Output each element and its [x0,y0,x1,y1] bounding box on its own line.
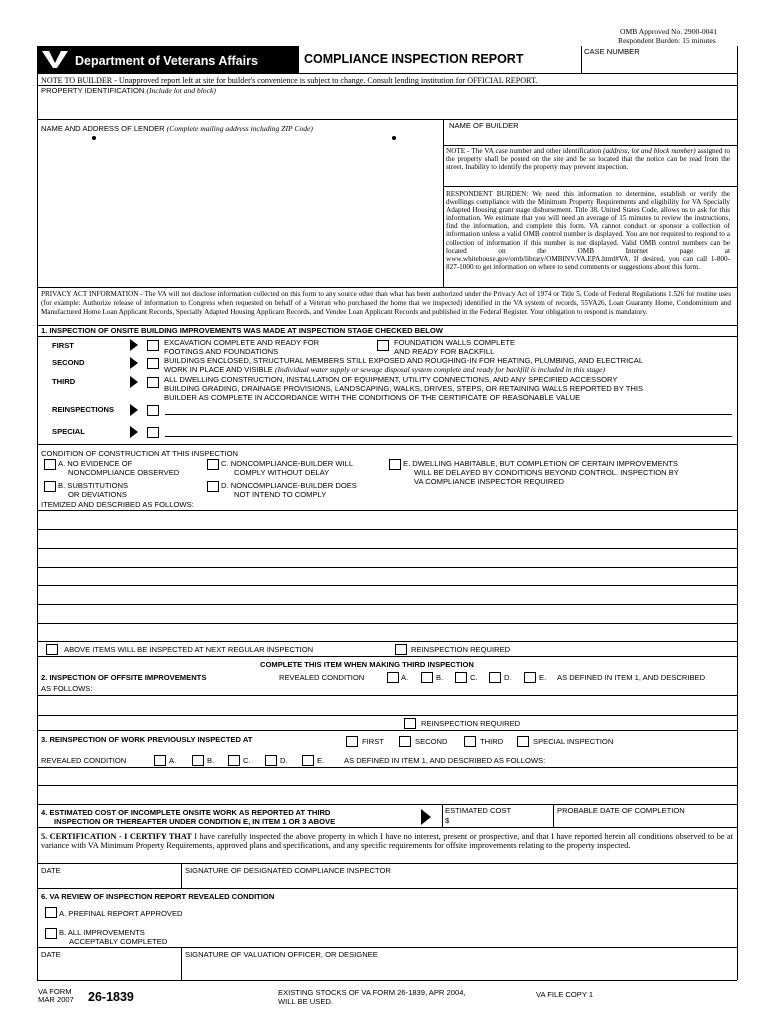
reinspect-revealed-label: REVEALED CONDITION [41,756,127,765]
form-number: 26-1839 [88,990,134,1004]
second-stage-checkbox[interactable] [147,358,159,369]
condition-c-label: C. NONCOMPLIANCE-BUILDER WILL COMPLY WITHOUT DELAY [221,459,354,477]
reinspect-as-defined-label: AS DEFINED IN ITEM 1, AND DESCRIBED AS FOLLOWS: [344,756,546,765]
property-id-field[interactable] [38,96,736,118]
property-id-label: PROPERTY IDENTIFICATION (Include lot and block) [41,86,216,95]
offsite-description-field[interactable] [38,696,736,714]
reinspect-second-label: SECOND [415,737,448,746]
stage-second-label: SECOND [52,358,85,367]
reinspections-label: REINSPECTIONS [52,405,115,414]
reinspect-b-label: B. [207,756,215,765]
reinspect-e-label: E. [317,756,325,765]
certification-date-field[interactable] [38,876,180,887]
arrow-right-icon [130,339,138,351]
arrow-right-icon [130,404,138,416]
stage-first-label: FIRST [52,341,74,350]
probable-date-field[interactable] [554,815,736,826]
probable-date-label: PROBABLE DATE OF COMPLETION [557,806,685,815]
privacy-act-text: PRIVACY ACT INFORMATION - The VA will not disclose information collected on this form to any source other than what has been authorized under the Privacy Act of 1974 or Title 5, Code of Federal Regulations 1.526 for routine uses (for example: Authorize release of information to Congress when requested on behalf of a Veteran who purchased the home that we inspected) identified in the VA system of records, 55VA26, Loan Guaranty Home, Condominium and Manufactured Home Loan Applicant Records, Specially Adapted Housing Applicant Records, and Vendee Loan Applicant Records and published in the Federal Register. Your obligation to respond is mandatory. [41,290,731,316]
condition-b-label: B. SUBSTITUTIONS OR DEVIATIONS [58,481,129,499]
excavation-label: EXCAVATION COMPLETE AND READY FOR FOOTINGS AND FOUNDATIONS [164,338,320,356]
third-stage-checkbox[interactable] [147,377,159,388]
agency-name: Department of Veterans Affairs [75,54,258,68]
above-items-checkbox[interactable] [46,644,58,655]
condition-d-label: D. NONCOMPLIANCE-BUILDER DOES NOT INTEND TO COMPLY [221,481,357,499]
condition-c-checkbox[interactable] [207,459,219,470]
reinspect-third-checkbox[interactable] [464,736,476,747]
review-date-field[interactable] [38,960,180,979]
case-number-label: CASE NUMBER [584,47,640,56]
valuation-officer-signature-field[interactable] [182,960,736,979]
inspector-signature-label: SIGNATURE OF DESIGNATED COMPLIANCE INSPECTOR [185,866,391,875]
stage-third-label: THIRD [52,377,76,386]
omb-number: OMB Approved No. 2900-0041 [620,27,718,36]
offsite-as-defined-label: AS DEFINED IN ITEM 1, AND DESCRIBED [557,673,706,682]
form-date: MAR 2007 [38,995,74,1004]
review-date-label: DATE [41,950,61,959]
revealed-condition-label: REVEALED CONDITION [279,673,365,682]
section-3-title: 3. REINSPECTION OF WORK PREVIOUSLY INSPECTED AT [41,735,253,744]
agency-banner [37,46,299,73]
reinspection-required-checkbox[interactable] [395,644,407,655]
arrow-right-icon [130,357,138,369]
arrow-right-icon [421,809,431,825]
reinspection-required-label: REINSPECTION REQUIRED [411,645,511,654]
certification-date-label: DATE [41,866,61,875]
reinspect-a-checkbox[interactable] [154,755,166,766]
respondent-burden-time: Respondent Burden: 15 minutes [618,36,716,45]
respondent-burden-text: RESPONDENT BURDEN: We need this information to determine, establish or verify the dwellings compliance with the Minimum Property Requirements and eligibility for VA Specially Adapted Housing grant stage disbursement. Title 38, United States Code, allows us to ask for this information. We estimate that you will need an average of 15 minutes to review the instructions, find the information, and complete this form. VA cannot conduct or sponsor a collection of information unless a valid OMB control number is displayed. You are not required to respond to a collection of information if this number is not displayed. Valid OMB control numbers can be located on the OMB Internet page at www.whitehouse.gov/omb/library/OMBINV.VA.EPA.html#VA. If desired, you can call 1-800-827-1000 to get information on where to send comments or suggestions about this form. [446,190,730,271]
arrow-right-icon [130,376,138,388]
existing-stocks-note: EXISTING STOCKS OF VA FORM 26-1839, APR 2004, WILL BE USED. [278,988,466,1006]
reinspect-special-label: SPECIAL INSPECTION [533,737,614,746]
reinspect-c-checkbox[interactable] [228,755,240,766]
first-excavation-checkbox[interactable] [147,340,159,351]
case-number-field[interactable] [582,57,737,73]
certification-text: 5. CERTIFICATION - I CERTIFY THAT I have carefully inspected the above property in which I have no interest, present or prospective, and that I have reported herein all conditions observed to be at variance with VA Minimum Property Requirements, approved plans and specifications, and any specific requirements for offsite improvements relating to the property inspected. [41,832,733,851]
condition-a-checkbox[interactable] [44,459,56,470]
offsite-as-follows-label: AS FOLLOWS: [41,684,93,693]
condition-a-label: A. NO EVIDENCE OF NONCOMPLIANCE OBSERVED [58,459,180,477]
arrow-right-icon [130,426,138,438]
above-items-label: ABOVE ITEMS WILL BE INSPECTED AT NEXT REGULAR INSPECTION [64,645,314,654]
reinspect-c-label: C. [243,756,251,765]
note-to-builder: NOTE TO BUILDER - Unapproved report left at site for builder's convenience is subject to change. Consult lending institution for OFFICIAL REPORT. [41,76,538,85]
estimated-cost-label: ESTIMATED COST [445,806,512,815]
section-4-title: 4. ESTIMATED COST OF INCOMPLETE ONSITE WORK AS REPORTED AT THIRD INSPECTION OR THEREAFTER UNDER CONDITION E, IN ITEM 1 OR 3 ABOVE [41,808,336,826]
offsite-a-label: A. [401,673,409,682]
reinspect-b-checkbox[interactable] [192,755,204,766]
builder-name-field[interactable] [444,131,736,145]
reinspect-e-checkbox[interactable] [302,755,314,766]
lender-label: NAME AND ADDRESS OF LENDER (Complete mailing address including ZIP Code) [41,124,313,133]
condition-d-checkbox[interactable] [207,481,219,492]
estimated-cost-field[interactable] [452,815,552,826]
lender-address-field[interactable] [38,134,442,286]
reinspect-d-checkbox[interactable] [265,755,277,766]
offsite-c-label: C. [470,673,478,682]
inspector-signature-field[interactable] [182,876,736,887]
condition-heading: CONDITION OF CONSTRUCTION AT THIS INSPECTION [41,449,239,458]
itemized-label: ITEMIZED AND DESCRIBED AS FOLLOWS: [41,500,194,509]
case-number-note: NOTE - The VA case number and other identification (address, lot and block number) assigned to the property shall be posted on the site and be so located that the notice can be read from the street. Inability to identify the property may prevent inspection. [446,147,730,172]
condition-e-label: E. DWELLING HABITABLE, BUT COMPLETION OF CERTAIN IMPROVEMENTS WILL BE DELAYED BY CONDITIONS BEYOND CONTROL. INSPECTION BY VA COMPLIANCE INSPECTOR REQUIRED [403,459,679,486]
reinspect-first-label: FIRST [362,737,384,746]
offsite-e-checkbox[interactable] [524,672,536,683]
all-improvements-label: B. ALL IMPROVEMENTS ACCEPTABLY COMPLETED [59,928,168,946]
condition-e-checkbox[interactable] [389,459,401,470]
prefinal-approved-checkbox[interactable] [45,907,57,918]
reinspect-d-label: D. [280,756,288,765]
offsite-c-checkbox[interactable] [455,672,467,683]
all-improvements-checkbox[interactable] [45,928,57,939]
section-2-title: 2. INSPECTION OF OFFSITE IMPROVEMENTS [41,673,207,682]
third-stage-description: ALL DWELLING CONSTRUCTION, INSTALLATION OF EQUIPMENT, UTILITY CONNECTIONS, AND ANY SPECIFIED ACCESSORY BUILDING GRADING, DRAINAGE PROVISIONS, LANDSCAPING, WALKS, DRIVES, STEPS, OR RETAINING WALLS REPORTED BY THIS BUILDER AS COMPLETE IN ACCORDANCE WITH THE CONDITIONS OF THE CERTIFICATE OF REASONABLE VALUE [164,375,644,402]
reinspect-special-checkbox[interactable] [517,736,529,747]
section-1-title: 1. INSPECTION OF ONSITE BUILDING IMPROVEMENTS WAS MADE AT INSPECTION STAGE CHECKED BELOW [41,326,443,335]
foundation-label: FOUNDATION WALLS COMPLETE AND READY FOR BACKFILL [394,338,516,356]
third-inspection-note: COMPLETE THIS ITEM WHEN MAKING THIRD INSPECTION [260,660,474,669]
offsite-a-checkbox[interactable] [387,672,399,683]
reinspect-a-label: A. [169,756,177,765]
prefinal-approved-label: A. PREFINAL REPORT APPROVED [59,909,183,918]
section-6-title: 6. VA REVIEW OF INSPECTION REPORT REVEALED CONDITION [41,892,275,901]
reinspect-third-label: THIRD [480,737,504,746]
first-foundation-checkbox[interactable] [377,340,389,351]
dollar-sign: $ [445,816,450,825]
special-checkbox[interactable] [147,427,159,438]
offsite-d-label: D. [504,673,512,682]
offsite-b-checkbox[interactable] [421,672,433,683]
va-form-label: VA FORM [38,987,72,996]
va-seal-icon [41,49,69,70]
offsite-d-checkbox[interactable] [489,672,501,683]
offsite-b-label: B. [436,673,444,682]
valuation-officer-signature-label: SIGNATURE OF VALUATION OFFICER, OR DESIGNEE [185,950,378,959]
second-stage-description: BUILDINGS ENCLOSED, STRUCTURAL MEMBERS STILL EXPOSED AND ROUGHING-IN FOR HEATING, PLUMBING, AND ELECTRICAL WORK IN PLACE AND VISIBLE (Individual water supply or sewage disposal system complete and ready for backfill is included in this stage) [164,356,644,374]
form-title: COMPLIANCE INSPECTION REPORT [304,52,524,66]
offsite-reinspection-label: REINSPECTION REQUIRED [421,719,521,728]
reinspections-checkbox[interactable] [147,405,159,416]
reinspect-second-checkbox[interactable] [399,736,411,747]
reinspect-first-checkbox[interactable] [346,736,358,747]
copy-designation: VA FILE COPY 1 [536,990,594,999]
special-label: SPECIAL [52,427,85,436]
offsite-reinspection-checkbox[interactable] [404,718,416,729]
offsite-e-label: E. [539,673,547,682]
condition-b-checkbox[interactable] [44,481,56,492]
itemized-description-field[interactable] [38,511,736,641]
builder-name-label: NAME OF BUILDER [449,121,519,130]
